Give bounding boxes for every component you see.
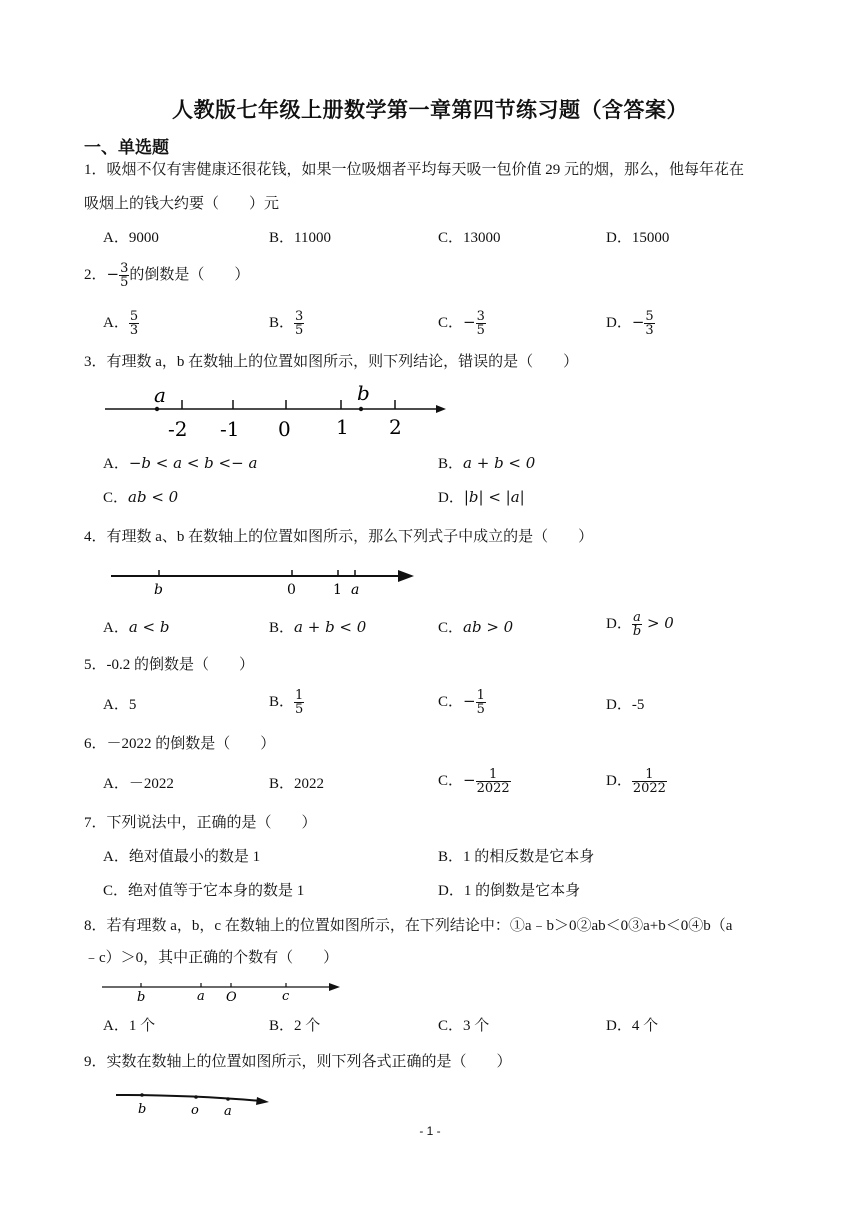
q4-option-c-label: C． [438, 620, 464, 636]
q4-label-0: 0 [287, 582, 296, 598]
q5-option-b-den: 5 [295, 702, 304, 717]
question-4: 4．有理数 a、b 在数轴上的位置如图所示，那么下列式子中成立的是（ ） [84, 529, 594, 545]
q5-option-b-num: 1 [295, 688, 304, 703]
q2-option-b [269, 310, 304, 337]
q9-label-o: o [191, 1103, 199, 1117]
q5-option-a [103, 695, 136, 715]
q1-option-d: D．15000 [606, 230, 670, 246]
q6-option-b-text: 2022 [294, 776, 325, 792]
q2-option-d-fraction [644, 310, 654, 337]
q4-number-line [108, 560, 428, 602]
q6-option-d-num: 1 [632, 768, 667, 782]
q4-option-d-den: b [632, 624, 642, 639]
q5-option-c-label: C． [438, 693, 464, 710]
q6-option-a-label: A． [103, 776, 129, 792]
q3-label-1: 1 [336, 415, 349, 439]
q5-option-b [269, 689, 304, 716]
q3-label-b: b [357, 381, 370, 405]
question-1-line-1: 1．吸烟不仅有害健康还很花钱，如果一位吸烟者平均每天吸一包价值 29 元的烟，那么，他每年花在 [84, 162, 745, 178]
q2-option-a-label: A． [103, 314, 129, 331]
q3-point-a [155, 407, 159, 411]
q9-label-a: a [224, 1104, 232, 1117]
q8-option-b: B．2 个 [269, 1018, 321, 1034]
q4-option-d-label: D． [606, 615, 632, 632]
q2-option-b-den: 5 [295, 323, 304, 338]
q4-option-a [103, 617, 170, 638]
q2-option-c-den: 5 [476, 323, 485, 338]
q2-fraction [119, 262, 129, 289]
q6-option-d [606, 768, 667, 795]
q3-point-b [359, 407, 363, 411]
q4-option-b [269, 617, 366, 638]
q3-option-c [103, 487, 178, 508]
q3-number-line [100, 380, 460, 442]
question-2 [84, 262, 249, 289]
q2-option-c-num: 3 [476, 309, 485, 324]
q3-label-0: 0 [278, 417, 291, 441]
q7-option-c: C．绝对值等于它本身的数是 1 [103, 883, 305, 899]
question-8-line-2: ﹣c）＞0，其中正确的个数有（ ） [84, 950, 339, 966]
q6-option-c-num: 1 [476, 768, 511, 782]
q6-option-c-den: 2022 [476, 781, 510, 796]
q6-option-b [269, 774, 324, 794]
q2-number: 2． [84, 266, 107, 283]
q8-number-line [100, 978, 350, 1006]
q4-option-b-expr: a + b < 0 [294, 618, 367, 636]
q9-arrow-head [256, 1097, 269, 1105]
q2-option-a-den: 3 [129, 323, 139, 338]
q3-option-b-label: B． [438, 456, 464, 472]
q4-option-c [438, 617, 513, 638]
q2-option-d-den: 3 [645, 323, 654, 338]
q3-label-a: a [154, 383, 166, 407]
q9-number-line [113, 1085, 283, 1117]
q9-point-a [226, 1097, 230, 1101]
q6-option-a [103, 774, 174, 794]
q4-option-a-expr: a < b [128, 618, 170, 636]
q1-option-a: A．9000 [103, 230, 159, 246]
q3-option-d-label: D． [438, 490, 464, 506]
q5-option-c-num: 1 [476, 688, 485, 703]
q5-option-c [438, 689, 486, 716]
q2-option-a [103, 310, 139, 337]
q6-option-c-sign: − [463, 770, 476, 789]
q2-option-b-label: B． [269, 314, 295, 331]
question-1-line-2: 吸烟上的钱大约要（ ）元 [84, 196, 280, 212]
q2-option-d-sign: − [631, 312, 645, 331]
q3-label-neg2: -2 [168, 417, 188, 441]
q9-point-o [194, 1095, 198, 1099]
q8-label-c: c [282, 989, 290, 1004]
q2-option-c [438, 310, 486, 337]
q4-option-d-num: a [633, 610, 641, 625]
q4-option-d-fraction [632, 611, 642, 638]
q6-option-d-den: 2022 [632, 781, 666, 796]
q4-option-d-rest: > 0 [642, 613, 674, 632]
q2-denominator: 5 [120, 275, 129, 290]
q4-option-a-label: A． [103, 620, 129, 636]
q3-option-b-expr: a + b < 0 [463, 454, 536, 472]
q3-option-a-label: A． [103, 456, 129, 472]
q6-option-b-label: B． [269, 776, 295, 792]
q5-option-a-label: A． [103, 697, 129, 713]
q6-option-d-label: D． [606, 772, 632, 789]
q9-point-b [140, 1093, 144, 1097]
q2-numerator: 3 [120, 261, 129, 276]
q5-option-c-sign: − [463, 691, 476, 710]
q8-label-b: b [137, 990, 146, 1005]
q7-option-d: D．1 的倒数是它本身 [438, 883, 581, 899]
q3-option-a-expr: −b < a < b <− a [128, 454, 258, 472]
q2-option-c-label: C． [438, 314, 464, 331]
q2-option-c-sign: − [463, 312, 476, 331]
q6-option-c [438, 768, 511, 795]
section-heading: 一、单选题 [84, 138, 169, 158]
q5-option-a-text: 5 [128, 697, 137, 713]
q8-arrow-head [329, 983, 340, 991]
q4-arrow-head [398, 570, 414, 582]
question-8-line-1: 8．若有理数 a，b，c 在数轴上的位置如图所示，在下列结论中：①a﹣b＞0②ab＜0③a+b＜0④b（a [84, 918, 733, 934]
q3-option-a [103, 453, 257, 474]
q3-option-b [438, 453, 535, 474]
q4-option-b-label: B． [269, 620, 295, 636]
q5-option-b-label: B． [269, 693, 295, 710]
q2-minus: − [106, 264, 120, 283]
q2-option-a-num: 5 [129, 309, 139, 324]
q7-option-a: A．绝对值最小的数是 1 [103, 849, 261, 865]
q1-option-b: B．11000 [269, 230, 331, 246]
q4-option-c-expr: ab > 0 [463, 618, 514, 636]
q4-option-d [606, 611, 674, 638]
question-9: 9．实数在数轴上的位置如图所示，则下列各式正确的是（ ） [84, 1054, 512, 1070]
q2-option-d-num: 5 [645, 309, 654, 324]
q3-arrow-head [436, 405, 446, 413]
q6-option-a-text: －2022 [128, 776, 174, 792]
q7-option-b: B．1 的相反数是它本身 [438, 849, 595, 865]
q2-option-d [606, 310, 655, 337]
q8-option-a: A．1 个 [103, 1018, 156, 1034]
question-6: 6．－2022 的倒数是（ ） [84, 736, 276, 752]
q6-option-d-fraction [632, 768, 667, 795]
question-3: 3．有理数 a，b 在数轴上的位置如图所示，则下列结论，错误的是（ ） [84, 354, 579, 370]
question-7: 7．下列说法中，正确的是（ ） [84, 815, 317, 831]
q2-option-a-fraction [129, 310, 139, 337]
q2-option-d-label: D． [606, 314, 632, 331]
q4-label-a: a [351, 582, 360, 598]
q3-label-neg1: -1 [220, 417, 240, 441]
question-5: 5．-0.2 的倒数是（ ） [84, 657, 254, 673]
q6-option-c-fraction [476, 768, 511, 795]
q2-option-c-fraction [476, 310, 486, 337]
q3-option-c-expr: ab < 0 [128, 488, 179, 506]
q5-option-d-text: -5 [631, 697, 645, 713]
q8-label-a: a [197, 989, 205, 1004]
q2-option-b-fraction [294, 310, 304, 337]
q8-option-c: C．3 个 [438, 1018, 490, 1034]
q6-option-c-label: C． [438, 772, 464, 789]
q8-label-o: O [226, 990, 237, 1005]
q5-option-d-label: D． [606, 697, 632, 713]
q3-option-d [438, 487, 525, 508]
q5-option-b-fraction [294, 689, 304, 716]
q9-label-b: b [138, 1102, 147, 1117]
q5-option-d [606, 695, 644, 715]
q5-option-c-den: 5 [476, 702, 485, 717]
q8-option-d: D．4 个 [606, 1018, 659, 1034]
q3-label-2: 2 [389, 415, 402, 439]
q2-suffix: 的倒数是（ ） [129, 266, 250, 283]
q5-option-c-fraction [476, 689, 486, 716]
q9-axis-line [116, 1095, 261, 1101]
q1-option-c: C．13000 [438, 230, 501, 246]
q4-label-1: 1 [333, 582, 342, 598]
q3-option-d-expr: |b| < |a| [463, 488, 525, 506]
q3-option-c-label: C． [103, 490, 129, 506]
document-title: 人教版七年级上册数学第一章第四节练习题（含答案） [172, 98, 688, 122]
page-number: - 1 - [419, 1124, 441, 1138]
q2-option-b-num: 3 [295, 309, 304, 324]
q4-label-b: b [154, 582, 163, 598]
